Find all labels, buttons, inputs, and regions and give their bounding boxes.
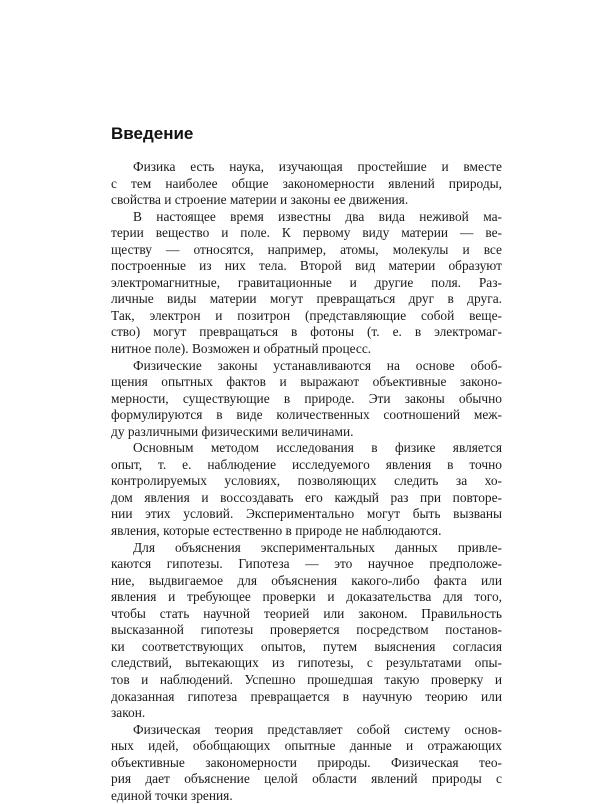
text-line: опыт, т. е. наблюдение исследуемого явления в точно bbox=[111, 456, 502, 472]
text-line: ных идей, обобщающих опытные данные и отражающих bbox=[111, 738, 502, 754]
text-line: объективные закономерности природы. Физическая тео- bbox=[111, 754, 502, 770]
text-line: единой точки зрения. bbox=[111, 787, 233, 803]
text-line: формулируются в виде количественных соотношений меж- bbox=[111, 407, 502, 423]
text-column bbox=[111, 124, 502, 804]
paragraph-3 bbox=[111, 358, 502, 441]
text-line: терии вещество и поле. К первому виду материи — ве- bbox=[111, 225, 502, 241]
text-line: ду различными физическими величинами. bbox=[111, 423, 354, 439]
text-line: Физическая теория представляет собой систему основ- bbox=[133, 721, 502, 737]
page-title: Введение bbox=[111, 124, 194, 143]
text-line: нии этих условий. Экспериментально могут быть вызваны bbox=[111, 506, 502, 522]
text-line: мерности, существующие в природе. Эти законы обычно bbox=[111, 390, 502, 406]
paragraph-1 bbox=[111, 159, 502, 209]
text-line: явления и требующее проверки и доказательства для того, bbox=[111, 589, 502, 605]
paragraph-2 bbox=[111, 209, 502, 358]
text-line: Для объяснения экспериментальных данных привле- bbox=[133, 539, 502, 555]
text-line: чтобы стать научной теорией или законом. Правильность bbox=[111, 605, 502, 621]
text-line: Так, электрон и позитрон (представляющие собой веще- bbox=[111, 307, 502, 323]
text-line: ки соответствующих опытов, путем выяснения согласия bbox=[111, 638, 502, 654]
text-line: нитное поле). Возможен и обратный процесс. bbox=[111, 341, 372, 357]
text-line: Физические законы устанавливаются на основе обоб- bbox=[133, 357, 502, 373]
text-line: тов и наблюдений. Успешно прошедшая такую проверку и bbox=[111, 671, 502, 687]
text-line: следствий, вытекающих из гипотезы, с результатами опы- bbox=[111, 655, 502, 671]
text-line: личные виды материи могут превращаться друг в друга. bbox=[111, 291, 502, 307]
text-line: свойства и строение материи и законы ее движения. bbox=[111, 192, 409, 208]
text-line: доказанная гипотеза превращается в научную теорию или bbox=[111, 688, 502, 704]
text-line: электромагнитные, гравитационные и другие поля. Раз- bbox=[111, 274, 502, 290]
paragraph-5 bbox=[111, 540, 502, 722]
text-line: Основным методом исследования в физике является bbox=[133, 440, 502, 456]
text-line: закон. bbox=[111, 705, 146, 721]
text-line: ство) могут превращаться в фотоны (т. е. в электромаг- bbox=[111, 324, 502, 340]
text-line: с тем наиболее общие закономерности явлений природы, bbox=[111, 175, 502, 191]
text-line: рия дает объяснение целой области явлений природы с bbox=[111, 771, 502, 787]
text-line: дом явления и воссоздавать его каждый раз при повторе- bbox=[111, 489, 502, 505]
text-line: контролируемых условиях, позволяющих следить за хо- bbox=[111, 473, 502, 489]
text-line: ществу — относятся, например, атомы, молекулы и все bbox=[111, 241, 502, 257]
text-line: Физика есть наука, изучающая простейшие и вместе bbox=[133, 159, 502, 174]
text-line: каются гипотезы. Гипотеза — это научное предположе- bbox=[111, 556, 502, 572]
text-line: высказанной гипотезы проверяется посредством постанов- bbox=[111, 622, 502, 638]
paragraph-4 bbox=[111, 440, 502, 539]
text-line: явления, которые естественно в природе не наблюдаются. bbox=[111, 523, 442, 539]
text-line: щения опытных фактов и выражают объективные законо- bbox=[111, 374, 502, 390]
text-line: В настоящее время известны два вида неживой ма- bbox=[133, 208, 502, 224]
text-line: построенные из них тела. Второй вид материи образуют bbox=[111, 258, 502, 274]
text-line: ние, выдвигаемое для объяснения какого-либо факта или bbox=[111, 572, 502, 588]
paragraph-6 bbox=[111, 722, 502, 804]
